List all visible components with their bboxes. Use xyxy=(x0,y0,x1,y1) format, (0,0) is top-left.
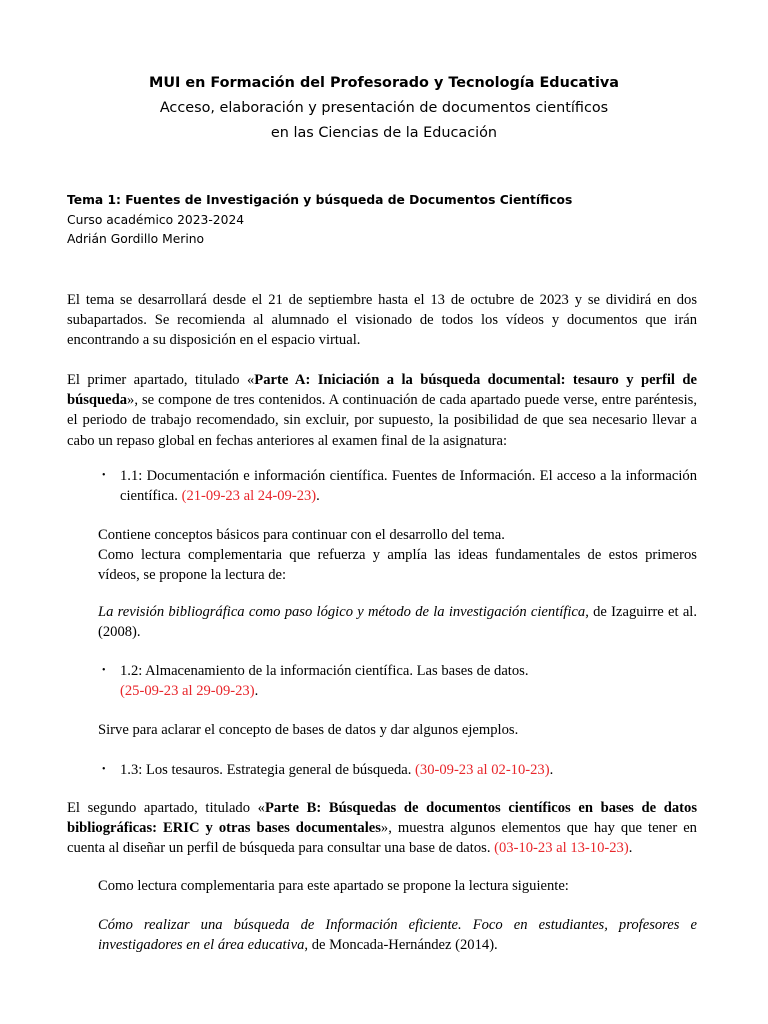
bullet-icon: • xyxy=(102,470,106,481)
list-item-1-3-dates: (30-09-23 al 02-10-23) xyxy=(415,762,550,778)
intro-paragraph xyxy=(67,290,697,351)
list-item-1-2-text xyxy=(120,661,697,701)
list-item-1-3-text xyxy=(120,760,697,780)
part-b-pre: El segundo apartado, titulado « xyxy=(67,800,265,816)
serves-paragraph xyxy=(98,720,697,740)
document-title: MUI en Formación del Profesorado y Tecnología Educativa xyxy=(149,75,619,91)
part-a-post: », se compone de tres contenidos. A continuación de cada apartado puede verse, entre paréntesis, el periodo de trabajo recomendado, sin excluir, por supuesto, la posibilidad de que sea necesario llevar a cabo un repaso global en fechas anteriores al examen final de la asignatura: xyxy=(67,392,697,449)
intro-text: El tema se desarrollará desde el 21 de septiembre hasta el 13 de octubre de 2023 y se dividirá en dos subapartados. Se recomienda al alumnado el visionado de todos los vídeos y documentos que irán encontrando a su disposición en el espacio virtual. xyxy=(67,292,697,349)
list-item-1-1-text xyxy=(120,466,697,506)
list-item-1-1 xyxy=(98,466,697,506)
list-item-1-2-dates: (25-09-23 al 29-09-23) xyxy=(120,683,255,700)
list-item-1-1-end: . xyxy=(316,488,320,505)
part-a-pre: El primer apartado, titulado « xyxy=(67,372,255,388)
reference-2 xyxy=(98,915,697,955)
reference-2-title: Cómo realizar una búsqueda de Información eficiente. Foco en estudiantes, profesores e investigadores en el área educativa xyxy=(98,917,697,954)
reading2-paragraph xyxy=(98,876,697,896)
list-item-1-1-label: 1.1: Documentación e información científica. Fuentes de Información. El acceso a la información científica. xyxy=(120,468,697,505)
list-item-1-3-end: . xyxy=(549,762,554,778)
part-a-title: Parte A: Iniciación a la búsqueda documental: tesauro y perfil de búsqueda xyxy=(67,372,697,409)
contains-text: Contiene conceptos básicos para continuar con el desarrollo del tema. xyxy=(98,527,505,543)
reference-1-title: La revisión bibliográfica como paso lógico y método de la investigación científica xyxy=(98,604,586,620)
bullet-icon: • xyxy=(102,764,106,775)
reference-1-rest: , de Izaguirre et al. (2008). xyxy=(98,604,698,641)
list-item-1-2 xyxy=(98,661,697,701)
reference-2-rest: , de Moncada-Hernández (2014). xyxy=(304,937,498,954)
part-b-paragraph xyxy=(67,798,697,859)
bullet-icon: • xyxy=(102,665,106,676)
list-item-1-1-dates: (21-09-23 al 24-09-23) xyxy=(181,488,317,505)
academic-year: Curso académico 2023-2024 xyxy=(67,213,245,227)
part-b-dates: (03-10-23 al 13-10-23) xyxy=(494,840,629,857)
part-b-title: Parte B: Búsquedas de documentos científicos en bases de datos bibliográficas: ERIC y otras bases documentales xyxy=(67,800,697,837)
list-item-1-3 xyxy=(98,760,697,780)
part-b-end: . xyxy=(628,840,633,857)
contains-paragraph xyxy=(98,525,697,586)
serves-text: Sirve para aclarar el concepto de bases de datos y dar algunos ejemplos. xyxy=(98,722,519,738)
author-name: Adrián Gordillo Merino xyxy=(67,232,205,246)
part-b-post: », muestra algunos elementos que hay que tener en cuenta al diseñar un perfil de búsqueda para consultar una base de datos. xyxy=(67,820,697,857)
part-a-paragraph xyxy=(67,370,697,451)
list-item-1-2-label: 1.2: Almacenamiento de la información científica. Las bases de datos. xyxy=(120,663,529,679)
document-subtitle-line1: Acceso, elaboración y presentación de documentos científicos xyxy=(159,100,609,116)
list-item-1-2-end: . xyxy=(254,683,259,700)
document-subtitle-line2: en las Ciencias de la Educación xyxy=(270,125,498,141)
reading2-text: Como lectura complementaria para este apartado se propone la lectura siguiente: xyxy=(98,878,569,894)
topic-heading: Tema 1: Fuentes de Investigación y búsqueda de Documentos Científicos xyxy=(67,193,573,207)
reading1-text: Como lectura complementaria que refuerza y amplía las ideas fundamentales de estos primeros vídeos, se propone la lectura de: xyxy=(98,547,697,584)
list-item-1-3-label: 1.3: Los tesauros. Estrategia general de búsqueda. xyxy=(120,762,416,778)
reference-1 xyxy=(98,602,697,642)
